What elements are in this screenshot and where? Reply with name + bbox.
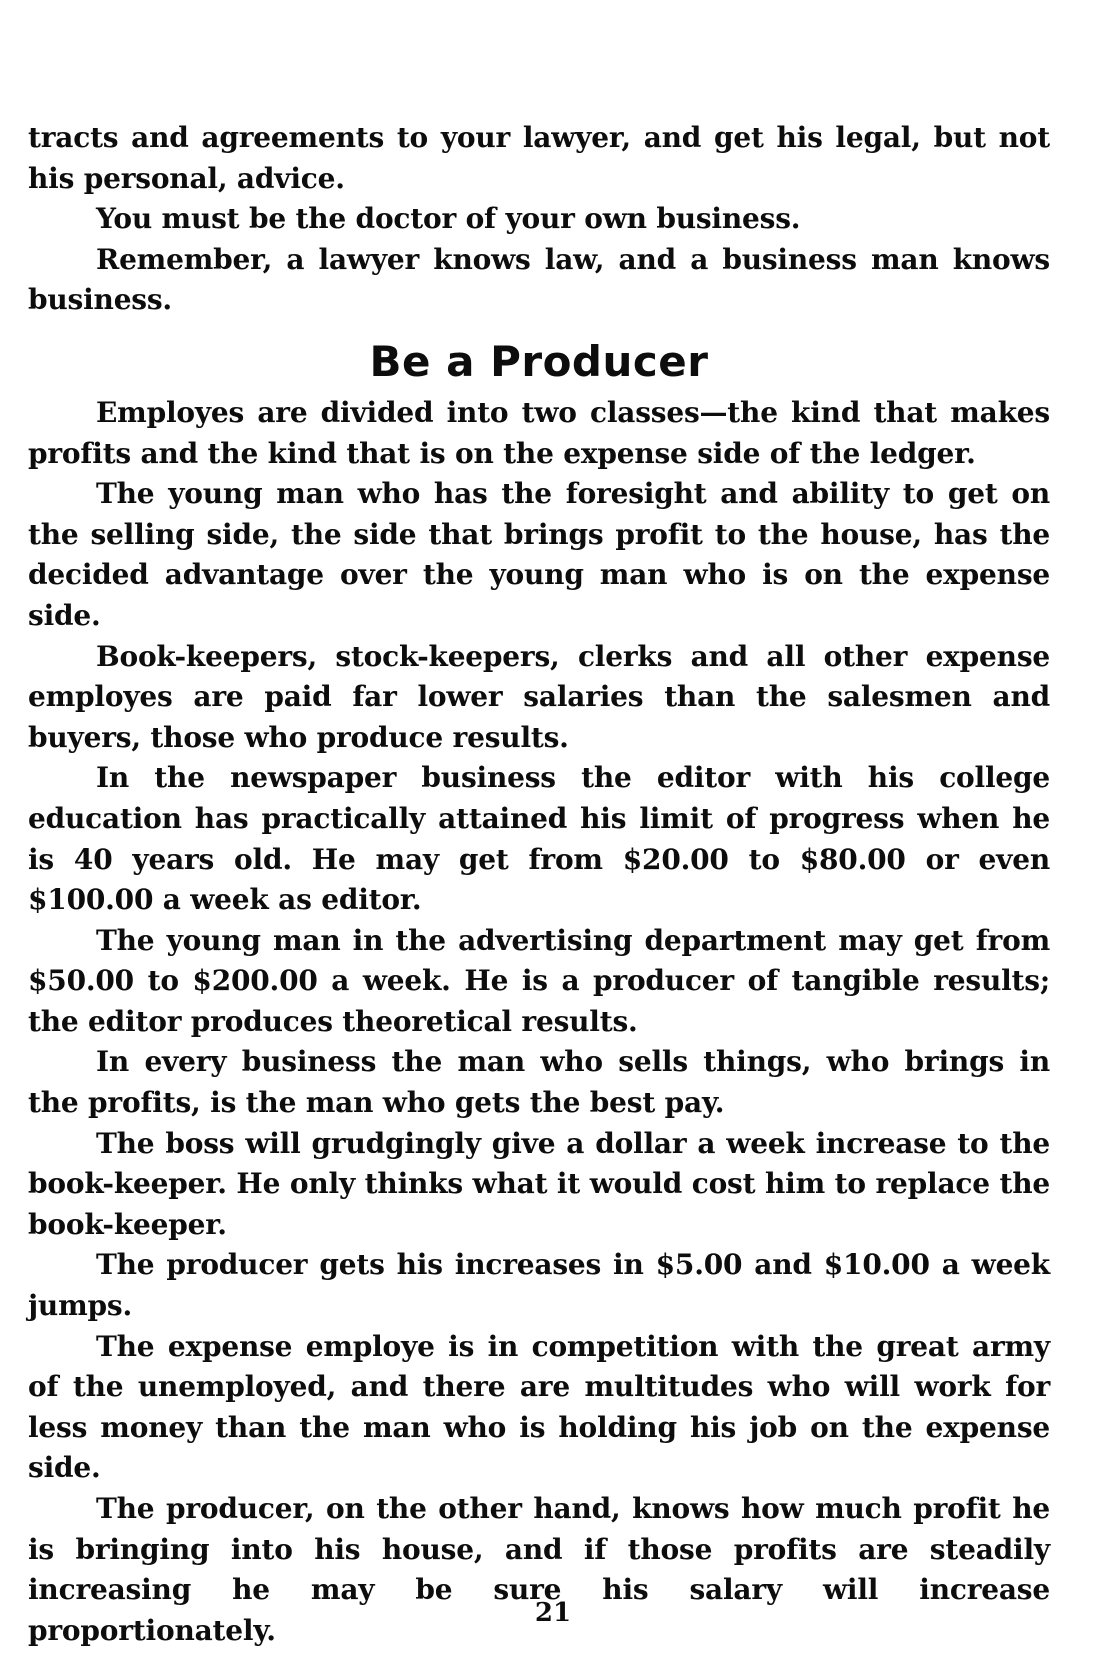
paragraph: The expense employe is in competition with the great army of the unemployed, and there are multitudes who will work for less money than the man who is holding his job on the expense side. — [28, 1329, 1050, 1485]
paragraph: The young man in the advertising department may get from $50.00 to $200.00 a week. He is a producer of tangible results; the editor produces theoretical results. — [28, 923, 1050, 1038]
paragraph: In every business the man who sells things, who brings in the profits, is the man who gets the best pay. — [28, 1045, 1050, 1120]
paragraph: The boss will grudgingly give a dollar a week increase to the book-keeper. He only thinks what it would cost him to replace the book-keeper. — [28, 1126, 1050, 1241]
page-number: 21 — [534, 1598, 572, 1628]
section-heading: Be a Producer — [369, 336, 709, 386]
paragraph: In the newspaper business the editor with his college education has practically attained his limit of progress when he is 40 years old. He may get from $20.00 to $80.00 or even $100.00 a week as editor. — [28, 761, 1050, 917]
paragraph-continuation: tracts and agreements to your lawyer, and get his legal, but not his personal, advice. — [28, 121, 1050, 195]
page-body — [28, 118, 1050, 1651]
paragraph: Employes are divided into two classes—the kind that makes profits and the kind that is on the expense side of the ledger. — [28, 395, 1050, 470]
paragraph: Remember, a lawyer knows law, and a business man knows business. — [28, 242, 1050, 317]
paragraph: The producer, on the other hand, knows how much profit he is bringing into his house, and if those profits are steadily increasing he may be sure his salary will increase proportionately. — [28, 1492, 1050, 1647]
paragraph: The producer gets his increases in $5.00 and $10.00 a week jumps. — [28, 1248, 1050, 1323]
paragraph: The young man who has the foresight and ability to get on the selling side, the side that brings profit to the house, has the decided advantage over the young man who is on the expense side. — [28, 477, 1050, 632]
paragraph: Book-keepers, stock-keepers, clerks and all other expense employes are paid far lower salaries than the salesmen and buyers, those who produce results. — [28, 639, 1050, 754]
paragraph: You must be the doctor of your own business. — [96, 202, 801, 236]
